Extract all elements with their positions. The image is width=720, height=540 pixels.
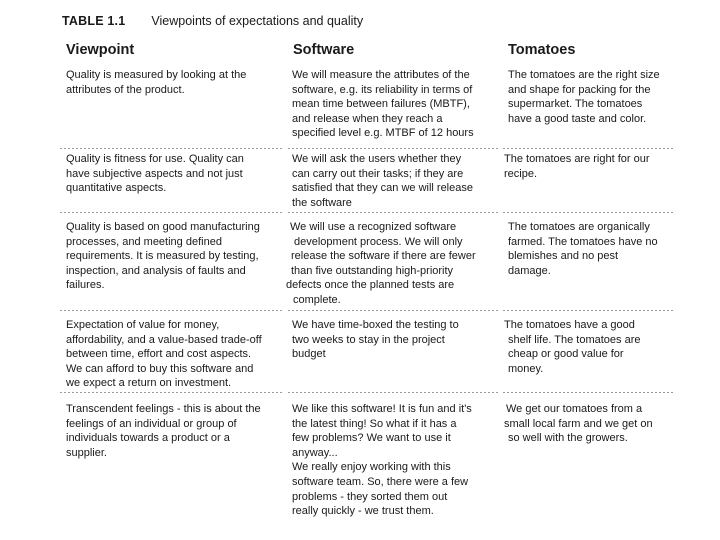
cell-line: attributes of the product. (66, 83, 185, 96)
row-separator (503, 392, 675, 393)
table-cell-tomatoes (508, 68, 678, 126)
cell-line: complete. (293, 293, 341, 306)
cell-line: quantitative aspects. (66, 182, 167, 195)
cell-line: We like this software! It is fun and it's (292, 403, 472, 415)
row-separator (503, 148, 675, 149)
cell-line: We can afford to buy this software and (66, 362, 254, 375)
cell-line: supplier. (66, 446, 107, 459)
table-cell-viewpoint (66, 152, 282, 196)
table-cell-tomatoes (504, 402, 676, 446)
cell-line: blemishes and no pest (508, 250, 619, 263)
cell-line: so well with the growers. (508, 432, 628, 445)
table-cell-tomatoes (508, 220, 678, 278)
cell-line: have a good taste and color. (508, 112, 647, 125)
cell-line: We get our tomatoes from a (506, 403, 643, 415)
cell-line: really quickly - we trust them. (292, 505, 434, 518)
column-header-software: Software (293, 42, 355, 58)
cell-line: The tomatoes have a good (504, 319, 635, 331)
row-separator (288, 148, 498, 149)
cell-line: between time, effort and cost aspects. (66, 348, 252, 361)
cell-line: We will use a recognized software (290, 221, 457, 233)
cell-line: Quality is based on good manufacturing (66, 221, 260, 233)
cell-line: release the software if there are fewer (291, 250, 476, 263)
row-separator (288, 212, 498, 213)
table-cell-viewpoint (66, 220, 282, 293)
cell-line: than five outstanding high-priority (291, 264, 454, 277)
cell-line: mean time between failures (MBTF), (292, 98, 470, 111)
cell-line: have subjective aspects and not just (66, 167, 243, 180)
cell-line: anyway... (292, 446, 338, 459)
cell-line: the latest thing! So what if it has a (292, 417, 457, 430)
row-separator (288, 392, 498, 393)
table-caption-title: Viewpoints of expectations and quality (151, 14, 364, 28)
table-cell-viewpoint (66, 68, 282, 97)
cell-line: damage. (508, 264, 551, 277)
row-separator (288, 310, 498, 311)
cell-line: The tomatoes are right for our (504, 153, 650, 165)
cell-line: satisfied that they can we will release (292, 182, 473, 195)
cell-line: We will measure the attributes of the (292, 69, 470, 81)
cell-line: We have time-boxed the testing to (292, 319, 459, 331)
table-cell-software (292, 402, 498, 519)
cell-line: Quality is measured by looking at the (66, 69, 247, 81)
cell-line: software team. So, there were a few (292, 475, 469, 488)
cell-line: budget (292, 348, 326, 361)
cell-line: failures. (66, 279, 105, 292)
cell-line: feelings of an individual or group of (66, 417, 237, 430)
table-cell-viewpoint (66, 402, 282, 460)
cell-line: farmed. The tomatoes have no (508, 235, 658, 248)
row-separator (503, 310, 675, 311)
cell-line: two weeks to stay in the project (292, 333, 445, 346)
cell-line: small local farm and we get on (504, 417, 653, 430)
cell-line: The tomatoes are the right size (508, 69, 660, 81)
cell-line: money. (508, 362, 544, 375)
cell-line: development process. We will only (294, 235, 463, 248)
cell-line: defects once the planned tests are (286, 279, 455, 292)
cell-line: requirements. It is measured by testing, (66, 250, 259, 263)
cell-line: recipe. (504, 167, 538, 180)
cell-line: We really enjoy working with this (292, 461, 451, 474)
table-caption-label: TABLE 1.1 (62, 14, 126, 28)
cell-line: The tomatoes are organically (508, 221, 650, 233)
cell-line: Quality is fitness for use. Quality can (66, 153, 244, 165)
cell-line: individuals towards a product or a (66, 432, 230, 445)
cell-line: shelf life. The tomatoes are (508, 333, 641, 346)
column-header-tomatoes: Tomatoes (508, 42, 576, 58)
cell-line: supermarket. The tomatoes (508, 98, 643, 111)
cell-line: Transcendent feelings - this is about the (66, 403, 261, 415)
cell-line: problems - they sorted them out (292, 490, 448, 503)
table-cell-software (292, 152, 498, 208)
cell-line: few problems? We want to use it (292, 432, 451, 445)
cell-line: cheap or good value for (508, 348, 624, 361)
cell-line: processes, and meeting defined (66, 235, 222, 248)
cell-line: we expect a return on investment. (66, 377, 232, 390)
cell-line: can carry out their tasks; if they are (292, 167, 464, 180)
row-separator (60, 148, 282, 149)
table-cell-software (292, 318, 498, 362)
cell-line: Expectation of value for money, (66, 319, 220, 331)
row-separator (60, 310, 282, 311)
table-caption (62, 14, 363, 28)
table-cell-software (286, 220, 498, 308)
cell-line: software, e.g. its reliability in terms of (292, 83, 473, 96)
table-cell-tomatoes (504, 152, 676, 181)
cell-line: and release when they reach a (292, 112, 443, 125)
cell-line: and shape for packing for the (508, 83, 651, 96)
cell-line: We will ask the users whether they (292, 153, 462, 165)
column-header-viewpoint: Viewpoint (66, 42, 135, 58)
cell-line: the software (292, 196, 352, 208)
cell-line: affordability, and a value-based trade-off (66, 333, 262, 346)
cell-line: specified level e.g. MTBF of 12 hours (292, 127, 474, 140)
cell-line: inspection, and analysis of faults and (66, 264, 246, 277)
table-cell-tomatoes (504, 318, 676, 376)
row-separator (60, 392, 282, 393)
row-separator (503, 212, 675, 213)
table-cell-software (292, 68, 498, 140)
table-cell-viewpoint (66, 318, 282, 391)
row-separator (60, 212, 282, 213)
